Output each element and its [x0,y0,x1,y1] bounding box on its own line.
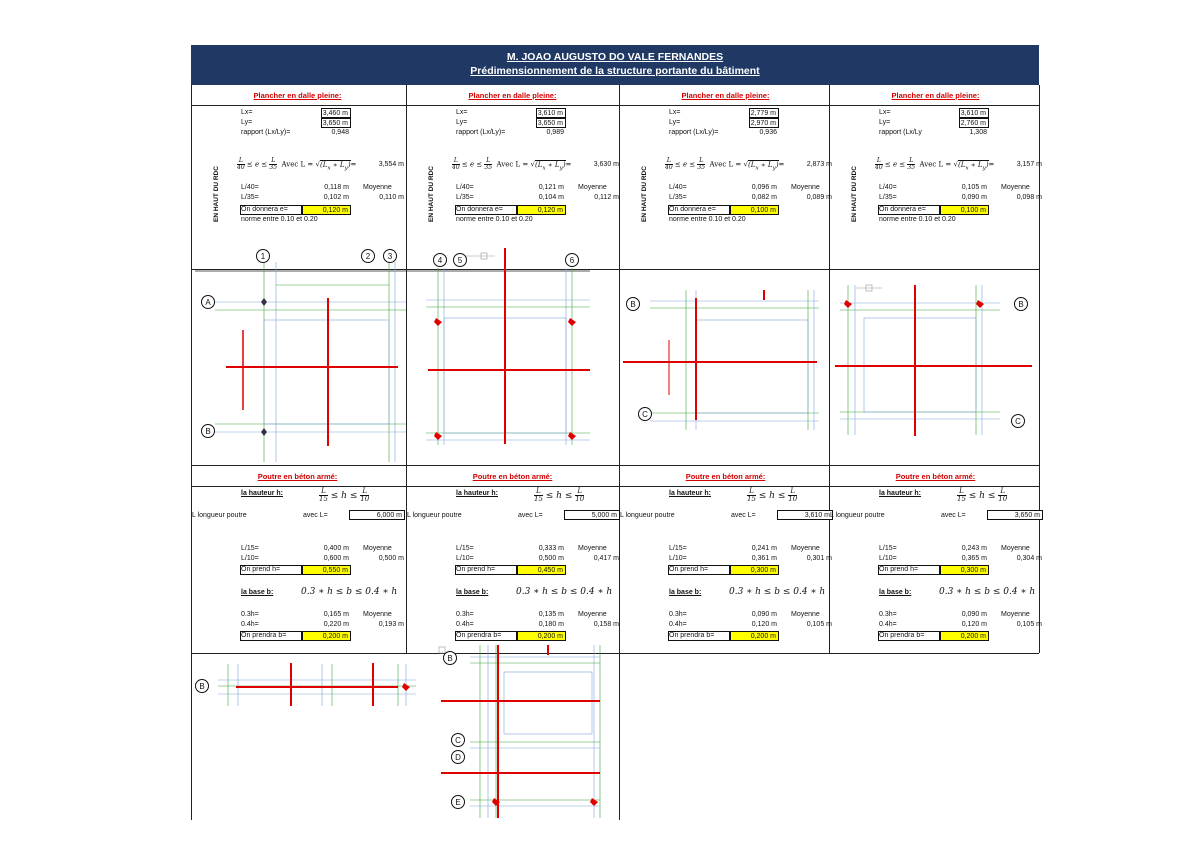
moyenne-h-value: 0,500 m [378,555,404,562]
ly-value: 3,650 m [536,118,566,128]
l10-value: 0,361 m [751,555,777,562]
moyenne-b-value: 0,105 m [806,621,832,628]
h03-label: 0.3h= [456,611,474,618]
longueur-label: L longueur poutre [407,512,462,519]
moyenne-label: Moyenne [1001,184,1030,191]
beam-section-title: Poutre en béton armé: [257,472,338,481]
on-prendra-b-label: On prendra b= [669,632,715,639]
l15-label: L/15= [879,545,897,552]
moyenne-h-value: 0,301 m [806,555,832,562]
formula-avec: Avec L = [919,160,952,169]
grid-marker: 4 [433,253,447,267]
side-label: EN HAUT DU RDC [213,166,220,222]
slab-section-title: Plancher en dalle pleine: [468,91,557,100]
ly-label: Ly= [456,119,468,126]
formula-avec: Avec L = [281,160,314,169]
moyenne-b-value: 0,193 m [378,621,404,628]
l40-value: 0,118 m [324,184,349,191]
height-formula: $\frac{L}{15}$ ≤ h ≤ $\frac{L}{10}$ [747,487,798,503]
on-donnera-label: On donnera e= [879,206,926,213]
norme-label: norme entre 0.10 et 0.20 [456,216,533,223]
l15-value: 0,400 m [323,545,349,552]
beam-length-value: 3,650 m [987,510,1043,520]
on-donnera-label: On donnera e= [456,206,503,213]
slab-section-title: Plancher en dalle pleine: [891,91,980,100]
avec-l-label: avec L= [731,512,756,519]
base-label: la base b: [879,589,912,596]
l40-label: L/40= [879,184,897,191]
l-value: 3,554 m [378,161,404,168]
rapport-value: 0,989 [546,129,564,136]
longueur-label: L longueur poutre [620,512,675,519]
l40-value: 0,096 m [751,184,777,191]
moyenne-h-value: 0,304 m [1016,555,1042,562]
lx-value: 3,610 m [536,108,566,118]
b-value: 0,200 m [940,631,989,641]
h03-value: 0,135 m [538,611,564,618]
moyenne-label: Moyenne [578,545,607,552]
l-value: 2,873 m [806,161,832,168]
beam-section-title: Poutre en béton armé: [472,472,553,481]
moyenne-b-value: 0,105 m [1016,621,1042,628]
l35-label: L/35= [879,194,897,201]
l40-value: 0,121 m [538,184,564,191]
height-formula: $\frac{L}{15}$ ≤ h ≤ $\frac{L}{10}$ [534,487,585,503]
base-label: la base b: [241,589,274,596]
l40-value: 0,105 m [961,184,987,191]
grid-marker: B [1014,297,1028,311]
hauteur-label: la hauteur h: [879,490,922,497]
hauteur-label: la hauteur h: [669,490,712,497]
grid-marker: B [201,424,215,438]
h03-value: 0,165 m [323,611,349,618]
grid-marker: 1 [256,249,270,263]
ly-label: Ly= [669,119,681,126]
base-formula: 0.3 ∗ h ≤ b ≤ 0.4 ∗ h [939,587,1036,597]
norme-label: norme entre 0.10 et 0.20 [669,216,746,223]
avec-l-label: avec L= [518,512,543,519]
side-label: EN HAUT DU RDC [641,166,648,222]
l35-value: 0,102 m [323,194,349,201]
l10-label: L/10= [879,555,897,562]
h04-value: 0,120 m [961,621,987,628]
rapport-label: rapport (Lx/Ly)= [241,129,291,136]
grid-marker: 3 [383,249,397,263]
moyenne-value: 0,110 m [379,194,404,201]
slab-section-title: Plancher en dalle pleine: [681,91,770,100]
l10-label: L/10= [456,555,474,562]
e-value: 0,120 m [517,205,566,215]
b-value: 0,200 m [302,631,351,641]
on-prend-h-label: On prend h= [669,566,709,573]
lx-label: Lx= [456,109,468,116]
base-formula: 0.3 ∗ h ≤ b ≤ 0.4 ∗ h [729,587,826,597]
floor-plan-2 [406,248,590,445]
slab-section-title: Plancher en dalle pleine: [253,91,342,100]
h04-label: 0.4h= [241,621,259,628]
document-subtitle: Prédimensionnement de la structure portante du bâtiment [470,65,760,77]
on-prend-h-label: On prend h= [241,566,281,573]
slab-thickness-formula: $\frac{L}{40}$ ≤ e ≤ $\frac{L}{35}$ Avec $L = √(L_x$ ∗ $L_y)=$ [875,157,995,171]
lx-label: Lx= [879,109,891,116]
ly-label: Ly= [879,119,891,126]
base-formula: 0.3 ∗ h ≤ b ≤ 0.4 ∗ h [516,587,613,597]
grid-marker: D [451,750,465,764]
l35-label: L/35= [669,194,687,201]
ly-label: Ly= [241,119,253,126]
h03-label: 0.3h= [879,611,897,618]
h04-value: 0,180 m [538,621,564,628]
moyenne-label: Moyenne [363,184,392,191]
h-value: 0,450 m [517,565,566,575]
grid-marker: E [451,795,465,809]
h04-value: 0,120 m [751,621,777,628]
longueur-label: L longueur poutre [830,512,885,519]
grid-marker: A [201,295,215,309]
moyenne-label: Moyenne [578,611,607,618]
formula-avec: Avec L = [496,160,529,169]
h04-label: 0.4h= [456,621,474,628]
base-formula: 0.3 ∗ h ≤ b ≤ 0.4 ∗ h [301,587,398,597]
formula-sqrt: $√(L_x$ ∗ $L_y)=$ [741,160,785,171]
beam-section-title: Poutre en béton armé: [685,472,766,481]
l35-value: 0,104 m [538,194,564,201]
slab-thickness-formula: $\frac{L}{40}$ ≤ e ≤ $\frac{L}{35}$ Avec $L = √(L_x$ ∗ $L_y)=$ [237,157,357,171]
h-value: 0,300 m [940,565,989,575]
lx-value: 3,460 m [321,108,351,118]
floor-plan-5 [218,663,416,706]
moyenne-label: Moyenne [1001,545,1030,552]
on-prend-h-label: On prend h= [456,566,496,573]
moyenne-label: Moyenne [791,611,820,618]
l10-label: L/10= [241,555,259,562]
side-label: EN HAUT DU RDC [428,166,435,222]
grid-marker: B [195,679,209,693]
base-label: la base b: [456,589,489,596]
beam-length-value: 3,610 m [777,510,833,520]
l10-value: 0,500 m [538,555,564,562]
l15-label: L/15= [241,545,259,552]
rapport-label: rapport (Lx/Ly)= [456,129,506,136]
moyenne-label: Moyenne [363,611,392,618]
ly-value: 2,970 m [749,118,779,128]
l15-value: 0,241 m [751,545,777,552]
on-donnera-label: On donnera e= [669,206,716,213]
b-value: 0,200 m [517,631,566,641]
norme-label: norme entre 0.10 et 0.20 [241,216,318,223]
rapport-value: 1,308 [969,129,987,136]
h04-value: 0,220 m [323,621,349,628]
beam-length-value: 6,000 m [349,510,405,520]
formula-sqrt: $√(L_x$ ∗ $L_y)=$ [951,160,995,171]
hauteur-label: la hauteur h: [456,490,499,497]
floor-plan-3 [623,290,819,430]
on-donnera-label: On donnera e= [241,206,288,213]
l35-label: L/35= [241,194,259,201]
b-value: 0,200 m [730,631,779,641]
hauteur-label: la hauteur h: [241,490,284,497]
l35-value: 0,082 m [751,194,777,201]
l40-label: L/40= [241,184,259,191]
avec-l-label: avec L= [941,512,966,519]
l40-label: L/40= [456,184,474,191]
moyenne-label: Moyenne [791,545,820,552]
formula-sqrt: $√(L_x$ ∗ $L_y)=$ [528,160,572,171]
l35-label: L/35= [456,194,474,201]
lx-label: Lx= [669,109,681,116]
beam-section-title: Poutre en béton armé: [895,472,976,481]
ly-value: 2,760 m [959,118,989,128]
ly-value: 3,650 m [321,118,351,128]
on-prendra-b-label: On prendra b= [456,632,502,639]
moyenne-b-value: 0,158 m [593,621,619,628]
formula-sqrt: $√(L_x$ ∗ $L_y)=$ [313,160,357,171]
moyenne-value: 0,089 m [806,194,832,201]
rapport-value: 0,948 [331,129,349,136]
on-prend-h-label: On prend h= [879,566,919,573]
floor-plan-6 [439,645,600,818]
lx-value: 3,610 m [959,108,989,118]
l40-label: L/40= [669,184,687,191]
h03-value: 0,090 m [961,611,987,618]
grid-marker: C [1011,414,1025,428]
l10-label: L/10= [669,555,687,562]
l15-value: 0,243 m [961,545,987,552]
lx-label: Lx= [241,109,253,116]
l15-value: 0,333 m [538,545,564,552]
moyenne-h-value: 0,417 m [593,555,619,562]
moyenne-label: Moyenne [578,184,607,191]
h04-label: 0.4h= [669,621,687,628]
rapport-label: rapport (Lx/Ly)= [669,129,719,136]
on-prendra-b-label: On prendra b= [241,632,287,639]
lx-value: 2,779 m [749,108,779,118]
h-value: 0,550 m [302,565,351,575]
floor-plan-4 [835,285,1032,436]
grid-marker: B [443,651,457,665]
l10-value: 0,600 m [323,555,349,562]
moyenne-value: 0,112 m [594,194,619,201]
avec-l-label: avec L= [303,512,328,519]
norme-label: norme entre 0.10 et 0.20 [879,216,956,223]
height-formula: $\frac{L}{15}$ ≤ h ≤ $\frac{L}{10}$ [319,487,370,503]
slab-thickness-formula: $\frac{L}{40}$ ≤ e ≤ $\frac{L}{35}$ Avec $L = √(L_x$ ∗ $L_y)=$ [665,157,785,171]
grid-marker: C [638,407,652,421]
l35-value: 0,090 m [961,194,987,201]
h-value: 0,300 m [730,565,779,575]
side-label: EN HAUT DU RDC [851,166,858,222]
grid-marker: B [626,297,640,311]
grid-marker: 5 [453,253,467,267]
e-value: 0,100 m [940,205,989,215]
beam-length-value: 5,000 m [564,510,620,520]
base-label: la base b: [669,589,702,596]
floor-plan-1 [195,262,406,462]
rapport-label: rapport (Lx/Ly [879,129,922,136]
on-prendra-b-label: On prendra b= [879,632,925,639]
h03-value: 0,090 m [751,611,777,618]
moyenne-label: Moyenne [363,545,392,552]
grid-marker: 6 [565,253,579,267]
h03-label: 0.3h= [669,611,687,618]
moyenne-value: 0,098 m [1016,194,1042,201]
grid-marker: 2 [361,249,375,263]
h03-label: 0.3h= [241,611,259,618]
rapport-value: 0,936 [759,129,777,136]
l15-label: L/15= [669,545,687,552]
grid-marker: C [451,733,465,747]
l10-value: 0,365 m [961,555,987,562]
moyenne-label: Moyenne [1001,611,1030,618]
formula-avec: Avec L = [709,160,742,169]
slab-thickness-formula: $\frac{L}{40}$ ≤ e ≤ $\frac{L}{35}$ Avec $L = √(L_x$ ∗ $L_y)=$ [452,157,572,171]
e-value: 0,120 m [302,205,351,215]
l-value: 3,630 m [593,161,619,168]
height-formula: $\frac{L}{15}$ ≤ h ≤ $\frac{L}{10}$ [957,487,1008,503]
moyenne-label: Moyenne [791,184,820,191]
h04-label: 0.4h= [879,621,897,628]
l-value: 3,157 m [1016,161,1042,168]
l15-label: L/15= [456,545,474,552]
longueur-label: L longueur poutre [192,512,247,519]
document-title: M. JOAO AUGUSTO DO VALE FERNANDES [506,51,724,63]
e-value: 0,100 m [730,205,779,215]
